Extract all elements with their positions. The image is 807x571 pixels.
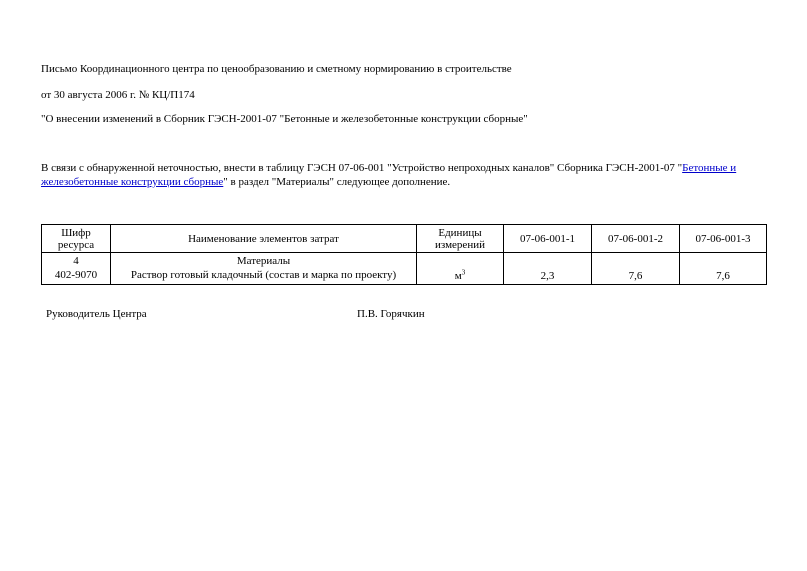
section-number: 4 [73,255,79,267]
letter-subject: "О внесении изменений в Сборник ГЭСН-2001-07 "Бетонные и железобетонные конструкции сборные" [41,113,528,125]
signature-role: Руководитель Центра [46,308,147,320]
resource-code: 402-9070 [54,269,98,281]
table-row [42,253,767,285]
code-cell [42,253,111,285]
table-header-row [42,225,767,253]
header-units: Единицы измерений [417,225,504,253]
letter-title: Письмо Координационного центра по ценообразованию и сметному нормированию в строительстве [41,63,512,75]
name-cell [111,253,417,285]
signature-name: П.В. Горячкин [357,308,425,320]
norms-table [41,224,767,285]
value-col-3: 7,6 [680,253,767,285]
unit-exponent: 3 [461,268,466,277]
intro-text-after: " в раздел "Материалы" следующее дополнение. [223,176,451,188]
header-col-2: 07-06-001-2 [592,225,680,253]
resource-name: Раствор готовый кладочный (состав и марка по проекту) [130,269,397,281]
section-label: Материалы [236,255,291,267]
intro-text-before: В связи с обнаруженной неточностью, внести в таблицу ГЭСН 07-06-001 "Устройство непроходных каналов" Сборника ГЭСН-2001-07 " [41,162,683,174]
letter-date: от 30 августа 2006 г. № КЦ/П174 [41,89,195,101]
value-col-2: 7,6 [592,253,680,285]
header-col-3: 07-06-001-3 [680,225,767,253]
value-col-1: 2,3 [504,253,592,285]
header-name: Наименование элементов затрат [111,225,417,253]
header-col-1: 07-06-001-1 [504,225,592,253]
unit-cell [417,253,504,285]
collection-link[interactable]: Бетонные и железобетонные конструкции сборные [41,162,737,188]
intro-paragraph [41,161,761,189]
unit-base: м [454,270,462,282]
header-code: Шифр ресурса [42,225,111,253]
